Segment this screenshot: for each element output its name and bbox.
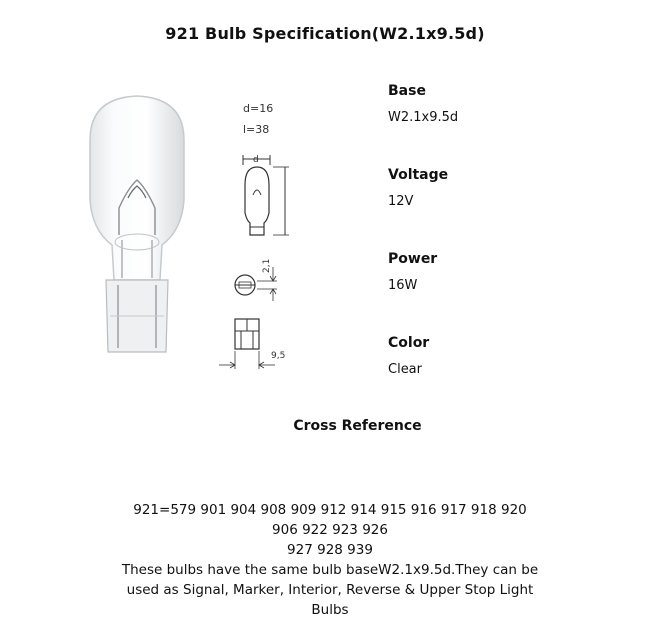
spec-label: Voltage — [388, 167, 449, 183]
spec-value: 12V — [388, 194, 414, 209]
cross-reference-text — [120, 500, 540, 620]
cross-reference-line: Bulbs — [311, 602, 349, 618]
spec-value: Clear — [388, 362, 422, 377]
cross-reference-line: 921=579 901 904 908 909 912 914 915 916 917 918 920 906 922 923 926 — [133, 502, 527, 538]
spec-value: 16W — [388, 278, 418, 293]
spec-power — [388, 251, 628, 335]
spec-value: W2.1x9.5d — [388, 110, 459, 125]
spec-label: Base — [388, 83, 426, 99]
spec-label: Power — [388, 251, 438, 267]
dim-95-label: 9,5 — [271, 351, 286, 361]
spec-label: Color — [388, 335, 430, 351]
d-marker-label: d — [253, 155, 259, 165]
spec-base — [388, 83, 628, 167]
cross-reference-line: These bulbs have the same bulb baseW2.1x9.5d.They can be — [121, 562, 539, 578]
spec-color — [388, 335, 628, 419]
bulb-photo — [62, 80, 212, 370]
diameter-label: d=16 — [243, 102, 274, 115]
dim-21-label: 2,1 — [262, 258, 272, 273]
cross-reference-line: 927 928 939 — [287, 542, 373, 558]
spec-list — [388, 83, 628, 419]
spec-voltage — [388, 167, 628, 251]
cross-reference-title: Cross Reference — [293, 418, 422, 434]
dimension-diagram — [215, 95, 315, 380]
page-title: 921 Bulb Specification(W2.1x9.5d) — [165, 24, 485, 43]
cross-reference-line: used as Signal, Marker, Interior, Reverse & Upper Stop Light — [126, 582, 534, 598]
length-label: l=38 — [243, 123, 270, 136]
